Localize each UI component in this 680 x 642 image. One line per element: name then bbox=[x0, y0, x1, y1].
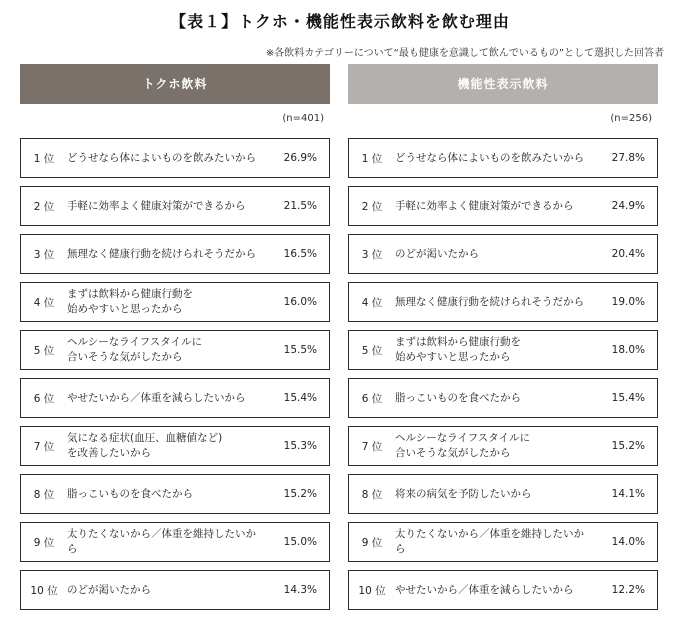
reason-text: やせたいから／体重を減らしたいから bbox=[395, 583, 574, 596]
reason-text: 太りたくないから／体重を維持したいから bbox=[67, 528, 256, 555]
rank-label: 6 位 bbox=[33, 392, 55, 405]
ranking-list bbox=[348, 138, 658, 610]
rank-label: 1 位 bbox=[33, 152, 55, 165]
rank-label: 5 位 bbox=[33, 344, 55, 357]
rank-label: 7 位 bbox=[33, 440, 55, 453]
percentage-value: 26.9% bbox=[283, 152, 317, 164]
percentage-value: 15.2% bbox=[283, 488, 317, 500]
percentage-value: 14.0% bbox=[611, 536, 645, 548]
rank-label: 9 位 bbox=[361, 536, 383, 549]
reason-text: 無理なく健康行動を続けられそうだから bbox=[395, 295, 584, 308]
percentage-value: 20.4% bbox=[611, 248, 645, 260]
reason-text: 手軽に効率よく健康対策ができるから bbox=[395, 199, 574, 212]
percentage-value: 21.5% bbox=[283, 200, 317, 212]
rank-label: 9 位 bbox=[33, 536, 55, 549]
percentage-value: 16.5% bbox=[283, 248, 317, 260]
percentage-value: 15.2% bbox=[611, 440, 645, 452]
rank-label: 6 位 bbox=[361, 392, 383, 405]
reason-text: のどが渇いたから bbox=[395, 247, 479, 260]
panel-header-functional: 機能性表示飲料 bbox=[348, 64, 658, 104]
ranking-row bbox=[20, 570, 330, 610]
tokuho-panel bbox=[20, 64, 330, 618]
percentage-value: 14.1% bbox=[611, 488, 645, 500]
reason-text: ヘルシーなライフスタイルに 合いそうな気がしたから bbox=[67, 336, 202, 363]
rank-label: 4 位 bbox=[361, 296, 383, 309]
rank-label: 3 位 bbox=[361, 248, 383, 261]
reason-text: 将来の病気を予防したいから bbox=[395, 487, 532, 500]
ranking-row bbox=[348, 378, 658, 418]
percentage-value: 24.9% bbox=[611, 200, 645, 212]
rank-label: 5 位 bbox=[361, 344, 383, 357]
ranking-row bbox=[20, 378, 330, 418]
ranking-row bbox=[20, 426, 330, 466]
rank-label: 7 位 bbox=[361, 440, 383, 453]
reason-text: 手軽に効率よく健康対策ができるから bbox=[67, 199, 246, 212]
reason-text: 太りたくないから／体重を維持したいから bbox=[395, 528, 584, 555]
reason-text: まずは飲料から健康行動を 始めやすいと思ったから bbox=[395, 336, 521, 363]
reason-text: 脂っこいものを食べたから bbox=[395, 391, 521, 404]
percentage-value: 18.0% bbox=[611, 344, 645, 356]
ranking-list bbox=[20, 138, 330, 610]
rank-label: 8 位 bbox=[33, 488, 55, 501]
ranking-row bbox=[20, 522, 330, 562]
ranking-row bbox=[20, 138, 330, 178]
sample-size: (n=256) bbox=[610, 113, 652, 124]
reason-text: 脂っこいものを食べたから bbox=[67, 487, 193, 500]
ranking-row bbox=[348, 426, 658, 466]
ranking-row bbox=[348, 234, 658, 274]
percentage-value: 15.4% bbox=[611, 392, 645, 404]
percentage-value: 15.4% bbox=[283, 392, 317, 404]
ranking-row bbox=[348, 138, 658, 178]
percentage-value: 14.3% bbox=[283, 584, 317, 596]
ranking-row bbox=[20, 234, 330, 274]
percentage-value: 15.0% bbox=[283, 536, 317, 548]
rank-label: 2 位 bbox=[33, 200, 55, 213]
ranking-row bbox=[348, 282, 658, 322]
ranking-row bbox=[348, 570, 658, 610]
reason-text: のどが渇いたから bbox=[67, 583, 151, 596]
percentage-value: 19.0% bbox=[611, 296, 645, 308]
reason-text: まずは飲料から健康行動を 始めやすいと思ったから bbox=[67, 288, 193, 315]
sample-size: (n=401) bbox=[282, 113, 324, 124]
reason-text: 無理なく健康行動を続けられそうだから bbox=[67, 247, 256, 260]
ranking-row bbox=[348, 474, 658, 514]
percentage-value: 27.8% bbox=[611, 152, 645, 164]
rank-label: 10 位 bbox=[30, 584, 58, 597]
rank-label: 8 位 bbox=[361, 488, 383, 501]
rank-label: 10 位 bbox=[358, 584, 386, 597]
percentage-value: 15.5% bbox=[283, 344, 317, 356]
ranking-row bbox=[348, 330, 658, 370]
ranking-row bbox=[20, 474, 330, 514]
ranking-row bbox=[20, 330, 330, 370]
rank-label: 4 位 bbox=[33, 296, 55, 309]
ranking-row bbox=[20, 282, 330, 322]
ranking-row bbox=[20, 186, 330, 226]
ranking-row bbox=[348, 186, 658, 226]
percentage-value: 15.3% bbox=[283, 440, 317, 452]
reason-text: やせたいから／体重を減らしたいから bbox=[67, 391, 246, 404]
panel-header-tokuho: トクホ飲料 bbox=[20, 64, 330, 104]
ranking-row bbox=[348, 522, 658, 562]
respondent-note: ※各飲料カテゴリーについて“最も健康を意識して飲んでいるもの”として選択した回答者 bbox=[265, 48, 664, 59]
percentage-value: 16.0% bbox=[283, 296, 317, 308]
rank-label: 2 位 bbox=[361, 200, 383, 213]
reason-text: 気になる症状(血圧、血糖値など) を改善したいから bbox=[67, 432, 223, 459]
page-title: 【表１】トクホ・機能性表示飲料を飲む理由 bbox=[170, 12, 510, 31]
functional-panel bbox=[348, 64, 658, 618]
reason-text: ヘルシーなライフスタイルに 合いそうな気がしたから bbox=[395, 432, 530, 459]
reason-text: どうせなら体によいものを飲みたいから bbox=[67, 151, 256, 164]
reason-text: どうせなら体によいものを飲みたいから bbox=[395, 151, 584, 164]
percentage-value: 12.2% bbox=[611, 584, 645, 596]
rank-label: 3 位 bbox=[33, 248, 55, 261]
rank-label: 1 位 bbox=[361, 152, 383, 165]
